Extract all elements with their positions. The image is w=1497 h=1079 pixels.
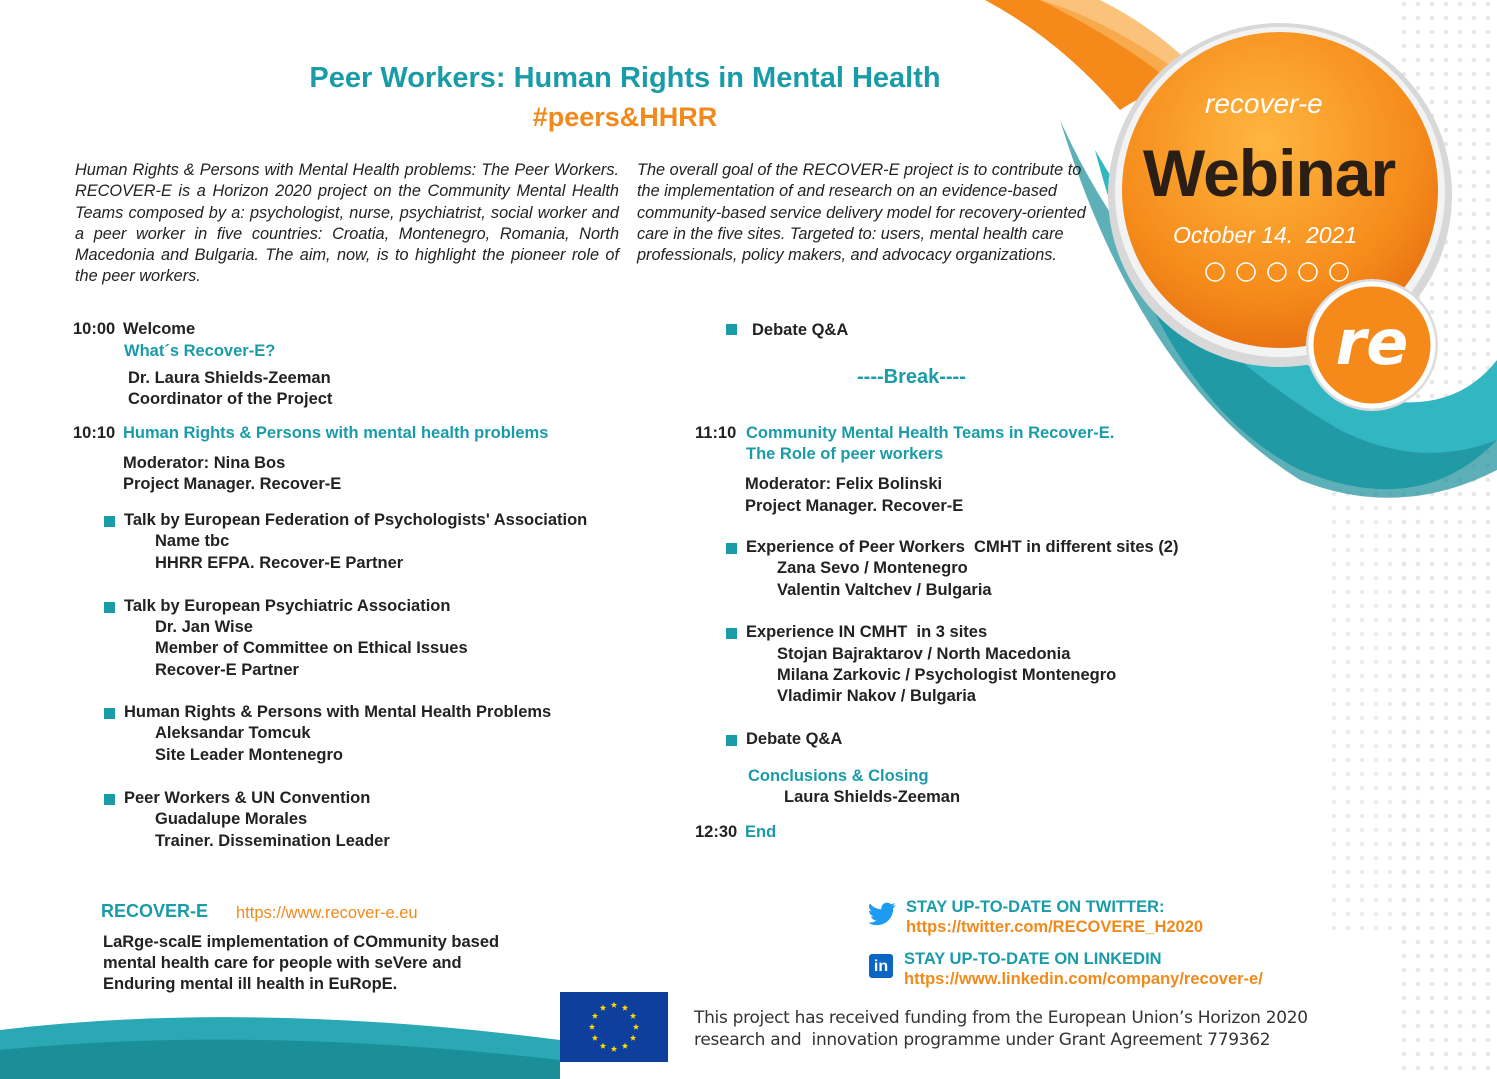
session-time: 11:10 — [695, 424, 737, 442]
moderator-role: Project Manager. Recover-E — [745, 497, 964, 515]
re-logo-icon: re — [1335, 306, 1409, 379]
talk-speaker: Zana Sevo / Montenegro — [777, 559, 968, 577]
acronym-line: Enduring mental ill health in EuRopE. — [103, 975, 398, 993]
talk-title: Experience IN CMHT in 3 sites — [746, 623, 988, 641]
session-subtitle: The Role of peer workers — [746, 445, 944, 463]
moderator-role: Project Manager. Recover-E — [123, 475, 342, 493]
bullet-icon — [104, 708, 115, 719]
talk-title: Talk by European Psychiatric Association — [124, 597, 451, 615]
talk-speaker-role: HHRR EFPA. Recover-E Partner — [155, 554, 404, 572]
linkedin-label: STAY UP-TO-DATE ON LINKEDIN — [904, 950, 1162, 968]
talk-speaker: Dr. Jan Wise — [155, 618, 253, 636]
bullet-icon — [726, 324, 737, 335]
break-label: ----Break---- — [857, 366, 966, 388]
page-title: Peer Workers: Human Rights in Mental Health — [309, 62, 941, 94]
badge-date: October 14. 2021 — [1173, 222, 1358, 248]
end-label: End — [745, 823, 777, 841]
talk-speaker: Guadalupe Morales — [155, 810, 308, 828]
hashtag: #peers&HHRR — [532, 102, 718, 132]
talk-title: Human Rights & Persons with Mental Health Problems — [124, 703, 552, 721]
session-time: 10:10 — [73, 424, 116, 442]
project-url-link[interactable]: https://www.recover-e.eu — [236, 904, 418, 922]
intro-left: Human Rights & Persons with Mental Health problems: The Peer Workers. RECOVER-E is a Horizon 2020 project on the Community Mental Health Teams composed by a: psychologist, nurse, psychiatrist, social worker and a peer worker in five countries: Croatia, Montenegro, Romania, North Macedonia and Bulgaria. The aim, now, is to highlight the pioneer role of the peer workers. — [75, 161, 619, 286]
acronym-line: mental health care for people with seVere and — [103, 954, 462, 972]
session-subtitle: What´s Recover-E? — [124, 342, 276, 360]
bullet-icon — [726, 543, 737, 554]
session-title: Human Rights & Persons with mental health problems — [123, 424, 549, 442]
talk-speaker-affiliation: Recover-E Partner — [155, 661, 299, 679]
bullet-icon — [104, 794, 115, 805]
twitter-icon[interactable] — [868, 902, 896, 926]
session-time: 10:00 — [73, 320, 116, 338]
session-title: Community Mental Health Teams in Recover-E. — [746, 424, 1115, 442]
intro-right: The overall goal of the RECOVER-E project is to contribute to the implementation of and research on an evidence-based community-based service delivery model for recovery-oriented care in the five sites. Targeted to: users, mental health care professionals, policy makers, and advocacy organizations. — [637, 161, 1086, 265]
acronym-line: LaRge-scalE implementation of COmmunity based — [103, 933, 500, 951]
funding-line: research and innovation programme under Grant Agreement 779362 — [694, 1030, 1271, 1050]
linkedin-link[interactable]: https://www.linkedin.com/company/recover-e/ — [904, 970, 1263, 988]
talk-speaker: Aleksandar Tomcuk — [155, 724, 311, 742]
session-title: Welcome — [123, 320, 196, 338]
conclusions-title: Conclusions & Closing — [748, 767, 929, 785]
talk-title: Peer Workers & UN Convention — [124, 789, 371, 807]
talk-title: Talk by European Federation of Psychologists' Association — [124, 511, 588, 529]
session-time: 12:30 — [695, 823, 738, 841]
moderator-name: Moderator: Nina Bos — [123, 454, 286, 472]
bullet-icon — [104, 602, 115, 613]
talk-speaker-role: Trainer. Dissemination Leader — [155, 832, 390, 850]
speaker-role: Coordinator of the Project — [128, 390, 333, 408]
talk-speaker: Valentin Valtchev / Bulgaria — [777, 581, 992, 599]
talk-speaker: Milana Zarkovic / Psychologist Montenegro — [777, 666, 1117, 684]
bullet-icon — [726, 628, 737, 639]
talk-speaker-role: Member of Committee on Ethical Issues — [155, 639, 468, 657]
badge-brand: recover-e — [1205, 88, 1323, 119]
talk-speaker-role: Site Leader Montenegro — [155, 746, 343, 764]
linkedin-icon[interactable]: in — [869, 954, 893, 978]
bullet-icon — [726, 735, 737, 746]
debate-label: Debate Q&A — [752, 321, 849, 339]
twitter-link[interactable]: https://twitter.com/RECOVERE_H2020 — [906, 918, 1204, 936]
talk-title: Experience of Peer Workers CMHT in different sites (2) — [746, 538, 1179, 556]
twitter-label: STAY UP-TO-DATE ON TWITTER: — [906, 898, 1165, 916]
eu-flag-icon — [560, 992, 668, 1062]
conclusions-speaker: Laura Shields-Zeeman — [784, 788, 961, 806]
moderator-name: Moderator: Felix Bolinski — [745, 475, 943, 493]
bullet-icon — [104, 516, 115, 527]
funding-line: This project has received funding from the European Union’s Horizon 2020 — [694, 1008, 1308, 1028]
talk-speaker: Name tbc — [155, 532, 230, 550]
speaker-name: Dr. Laura Shields-Zeeman — [128, 369, 331, 387]
debate-label: Debate Q&A — [746, 730, 843, 748]
talk-speaker: Stojan Bajraktarov / North Macedonia — [777, 645, 1071, 663]
talk-speaker: Vladimir Nakov / Bulgaria — [777, 687, 976, 705]
badge-label: Webinar — [1143, 136, 1396, 210]
project-name: RECOVER-E — [101, 901, 209, 921]
